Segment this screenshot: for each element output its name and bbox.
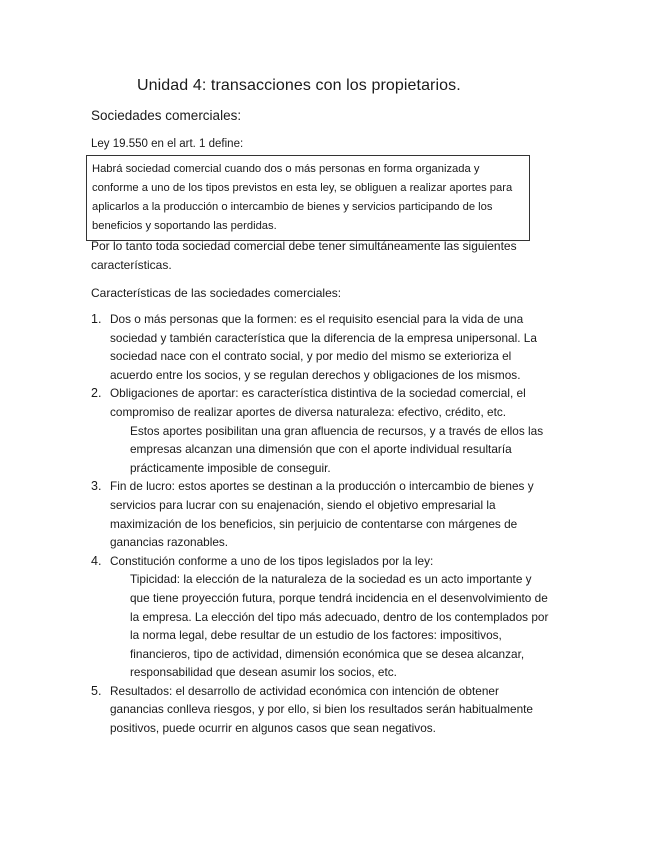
list-item — [91, 682, 551, 738]
list-item-detail: Tipicidad: la elección de la naturaleza de la sociedad es un acto importante y que tiene proyección futura, porque tendrá incidencia en el desenvolvimiento de la empresa. La elección del tipo más adecuado, dentro de los contemplados por la norma legal, debe resultar de un estudio de los factores: impositivos, financieros, tipo de actividad, dimensión económica que se desea alcanzar, responsabilidad que desean asumir los socios, etc. — [130, 572, 549, 680]
law-reference: Ley 19.550 en el art. 1 define: — [91, 138, 244, 150]
list-item-number: 3. — [91, 479, 102, 494]
list-item-text: Constitución conforme a uno de los tipos legislados por la ley: — [110, 553, 434, 568]
list-item-text: Obligaciones de aportar: es característica distintiva de la sociedad comercial, el compromiso de realizar aportes de diversa naturaleza: efectivo, crédito, etc. — [110, 386, 526, 419]
list-item — [91, 552, 551, 682]
list-item-number: 5. — [91, 683, 102, 698]
section-subtitle: Sociedades comerciales: — [91, 108, 242, 123]
list-item-number: 1. — [91, 312, 102, 326]
list-item-number: 2. — [91, 386, 102, 401]
list-item — [91, 477, 551, 551]
list-item — [91, 310, 551, 384]
list-item-text: Fin de lucro: estos aportes se destinan a la producción o intercambio de bienes y servicios para lucrar con su enajenación, siendo el objetivo empresarial la maximización de los beneficios, sin perjuicio de contentarse con márgenes de ganancias razonables. — [110, 479, 534, 550]
page-title: Unidad 4: transacciones con los propietarios. — [137, 77, 461, 94]
list-item-number: 4. — [91, 553, 102, 568]
list-item-text: Resultados: el desarrollo de actividad económica con intención de obtener ganancias conlleva riesgos, y por ello, si bien los resultados serán habitualmente positivos, puede ocurrir en algunos casos que sean negativos. — [110, 683, 533, 736]
law-quote-box: Habrá sociedad comercial cuando dos o más personas en forma organizada y conforme a uno de los tipos previstos en esta ley, se obliguen a realizar aportes para aplicarlos a la producción o intercambio de bienes y servicios participando de los beneficios y soportando las perdidas. — [86, 155, 530, 241]
intro-paragraph: Por lo tanto toda sociedad comercial debe tener simultáneamente las siguientes características. — [91, 239, 517, 272]
list-heading: Características de las sociedades comerciales: — [91, 286, 342, 300]
list-item-detail: Estos aportes posibilitan una gran afluencia de recursos, y a través de ellos las empresas alcanzan una dimensión que con el aporte individual resultaría prácticamente imposible de conseguir. — [130, 423, 544, 475]
characteristics-list — [91, 310, 551, 738]
list-item — [91, 384, 551, 477]
list-item-text: Dos o más personas que la formen: es el requisito esencial para la vida de una sociedad y también característica que la diferencia de la empresa unipersonal. La sociedad nace con el contrato social, y por medio del mismo se exterioriza el acuerdo entre los socios, y se regulan derechos y obligaciones de los mismos. — [110, 312, 537, 382]
